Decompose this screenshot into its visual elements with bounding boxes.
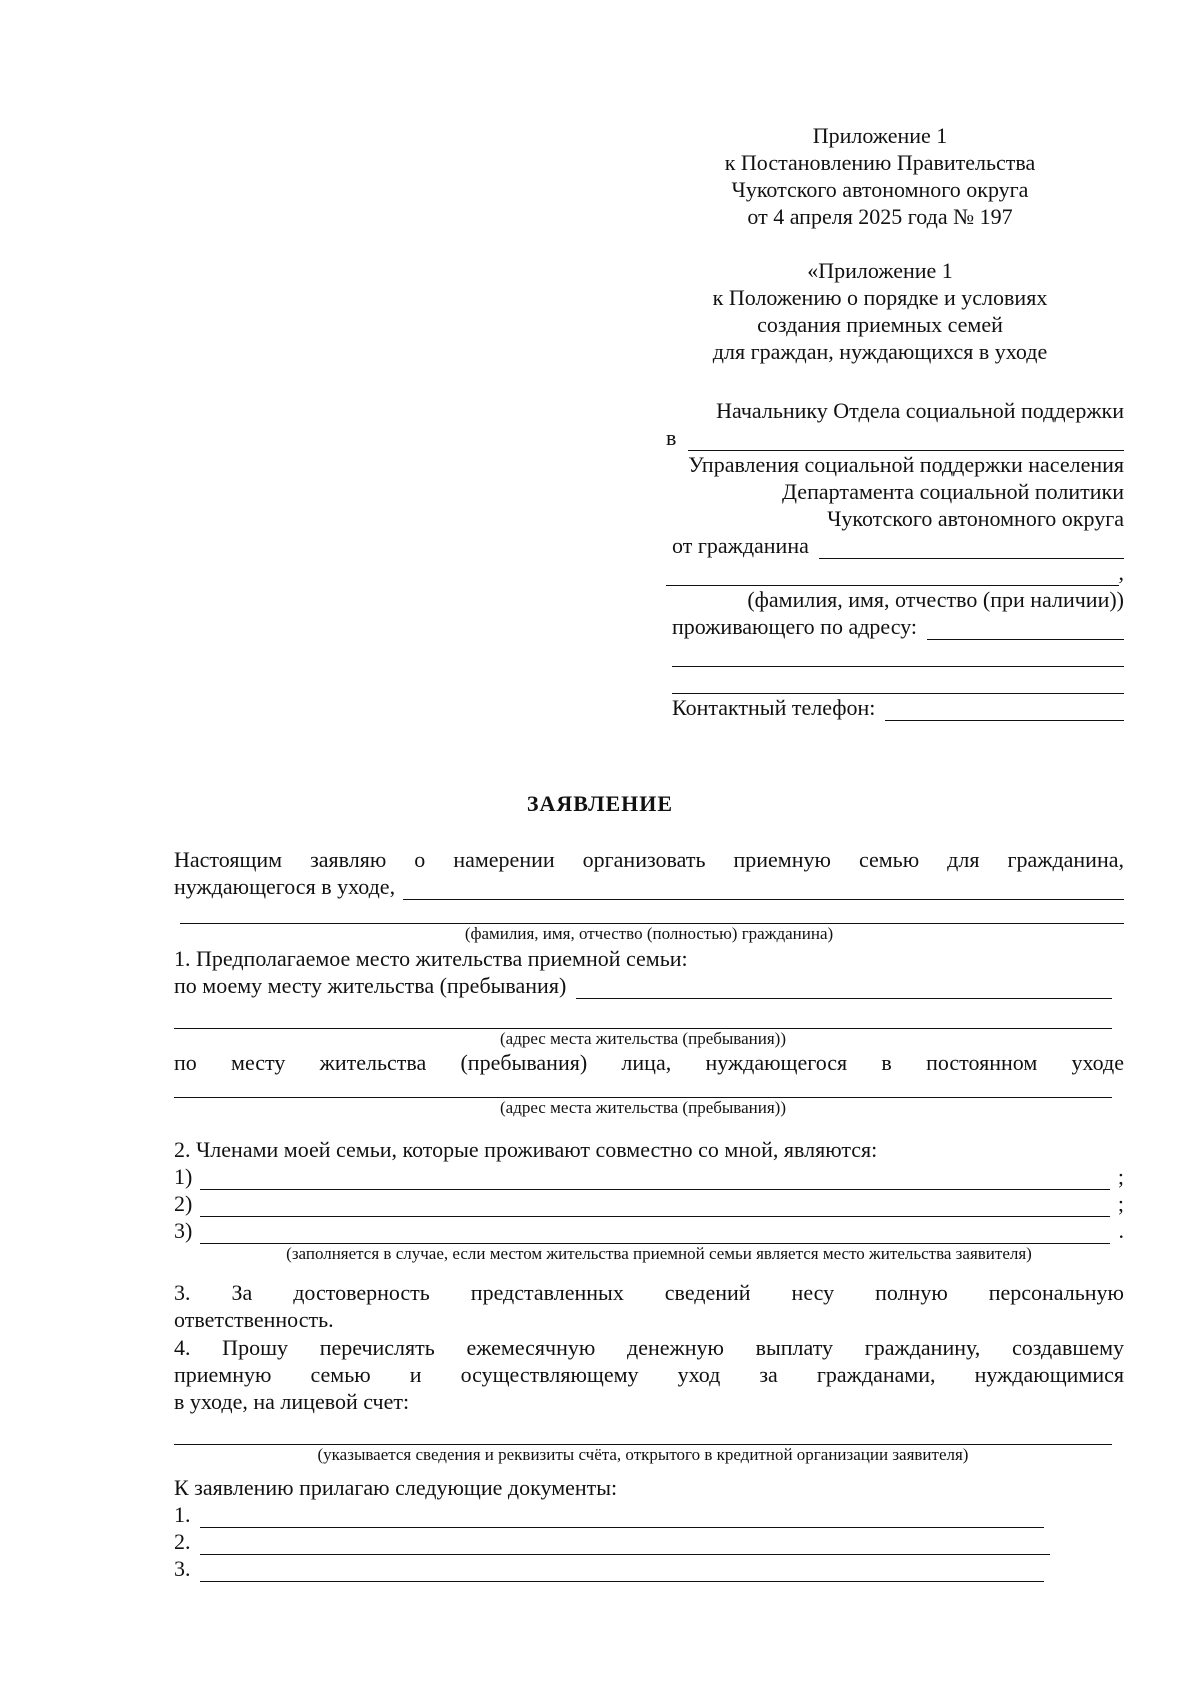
family-member-number: 3)	[174, 1218, 193, 1243]
from-citizen-line	[672, 532, 1124, 559]
applicant-address-field-2[interactable]	[174, 1008, 1112, 1029]
item-3-line-2: ответственность.	[174, 1307, 334, 1332]
family-member-row	[174, 1163, 1124, 1190]
item-2-hint: (заполняется в случае, если местом жительства приемной семьи является место жительства заявителя)	[286, 1244, 1032, 1263]
ward-name-field-2[interactable]	[180, 903, 1124, 924]
addressee-in-line	[666, 424, 1124, 451]
item-1-hint-2: (адрес места жительства (пребывания))	[499, 1098, 786, 1117]
family-member-field[interactable]	[200, 1196, 1110, 1217]
applicant-address-line-2	[174, 999, 1112, 1029]
addressee-block	[636, 397, 1124, 721]
phone-field[interactable]	[885, 700, 1124, 721]
intro-section	[174, 846, 1124, 944]
attachment-number: 3.	[174, 1556, 191, 1581]
appendix-line-3: Чукотского автономного округа	[731, 177, 1029, 202]
attachment-field[interactable]	[200, 1534, 1050, 1555]
address-field-3[interactable]	[672, 673, 1124, 694]
addressee-in-prefix: в	[666, 425, 677, 450]
address-field-2[interactable]	[672, 646, 1124, 667]
item-1-hint-1: (адрес места жительства (пребывания))	[499, 1029, 786, 1048]
family-member-end: .	[1118, 1218, 1124, 1243]
citizen-name-line-2	[666, 559, 1124, 586]
family-member-number: 1)	[174, 1164, 193, 1189]
phone-line	[672, 694, 1124, 721]
ward-name-field[interactable]	[403, 879, 1124, 900]
item-2-section	[174, 1136, 1124, 1264]
item-1-option-1-label: по моему месту жительства (пребывания)	[174, 973, 567, 998]
item-2-heading: 2. Членами моей семьи, которые проживают совместно со мной, являются:	[174, 1137, 878, 1162]
addressee-line-4: Департамента социальной политики	[782, 479, 1124, 504]
family-member-row	[174, 1190, 1124, 1217]
intro-line-1: Настоящим заявляю о намерении организовать приемную семью для гражданина,	[174, 847, 1124, 872]
department-field[interactable]	[688, 430, 1124, 451]
applicant-address-field[interactable]	[576, 978, 1112, 999]
addressee-line-5: Чукотского автономного округа	[827, 506, 1124, 531]
family-member-field[interactable]	[200, 1223, 1110, 1244]
ward-address-line	[174, 1076, 1112, 1098]
family-member-field[interactable]	[200, 1169, 1110, 1190]
ward-address-field[interactable]	[174, 1077, 1112, 1098]
citizen-name-field-2[interactable]	[666, 565, 1119, 586]
attachments-section	[174, 1474, 1124, 1582]
fio-hint: (фамилия, имя, отчество (при наличии))	[747, 587, 1124, 612]
document-title: ЗАЯВЛЕНИЕ	[526, 791, 674, 816]
item-1-option-1	[174, 972, 1112, 999]
ward-name-hint: (фамилия, имя, отчество (полностью) гражданина)	[464, 924, 834, 943]
account-field[interactable]	[174, 1424, 1112, 1445]
item-4-line-3: в уходе, на лицевой счет:	[174, 1389, 410, 1414]
item-1-option-2: по месту жительства (пребывания) лица, нуждающегося в постоянном уходе	[174, 1050, 1124, 1075]
item-3-line-1: 3. За достоверность представленных сведений несу полную персональную	[174, 1280, 1124, 1305]
attachment-row	[174, 1501, 1044, 1528]
item-4-section	[174, 1334, 1124, 1465]
regulation-line-3: создания приемных семей	[757, 312, 1003, 337]
item-4-line-1: 4. Прошу перечислять ежемесячную денежную выплату гражданину, создавшему	[174, 1335, 1124, 1360]
family-member-row	[174, 1217, 1124, 1244]
item-4-hint: (указывается сведения и реквизиты счёта, открытого в кредитной организации заявителя)	[317, 1445, 969, 1464]
attachment-row	[174, 1555, 1044, 1582]
item-1-section	[174, 945, 1124, 1118]
intro-line-2-text: нуждающегося в уходе,	[174, 874, 396, 899]
addressee-line-1: Начальнику Отдела социальной поддержки	[716, 398, 1124, 423]
address-label: проживающего по адресу:	[672, 614, 918, 639]
comma: ,	[1118, 560, 1124, 585]
regulation-line-4: для граждан, нуждающихся в уходе	[712, 339, 1048, 364]
item-3-section	[174, 1279, 1124, 1333]
attachment-field[interactable]	[200, 1561, 1044, 1582]
item-1-heading: 1. Предполагаемое место жительства приемной семьи:	[174, 946, 688, 971]
family-member-end: ;	[1117, 1191, 1124, 1216]
phone-label: Контактный телефон:	[672, 695, 876, 720]
address-line-2	[672, 640, 1124, 667]
family-member-number: 2)	[174, 1191, 193, 1216]
attachment-row	[174, 1528, 1050, 1555]
regulation-line-2: к Положению о порядке и условиях	[712, 285, 1048, 310]
attachment-field[interactable]	[200, 1507, 1044, 1528]
intro-line-2	[174, 873, 1124, 900]
appendix-line-2: к Постановлению Правительства	[724, 150, 1036, 175]
attachment-number: 2.	[174, 1529, 191, 1554]
address-field[interactable]	[927, 619, 1124, 640]
from-citizen-label: от гражданина	[672, 533, 809, 558]
family-member-end: ;	[1117, 1164, 1124, 1189]
attachments-heading: К заявлению прилагаю следующие документы:	[174, 1475, 618, 1500]
appendix-line-1: Приложение 1	[812, 123, 948, 148]
ward-name-line-2	[174, 900, 1124, 924]
appendix-line-4: от 4 апреля 2025 года № 197	[747, 204, 1013, 229]
account-line	[174, 1415, 1112, 1445]
regulation-line-1: «Приложение 1	[807, 258, 953, 283]
item-4-line-2: приемную семью и осуществляющему уход за гражданами, нуждающимися	[174, 1362, 1124, 1387]
appendix-header	[640, 122, 1120, 230]
citizen-name-field[interactable]	[819, 538, 1124, 559]
regulation-appendix-header	[640, 257, 1120, 365]
addressee-line-3: Управления социальной поддержки населения	[688, 452, 1124, 477]
address-line-3	[672, 667, 1124, 694]
address-line	[672, 613, 1124, 640]
attachment-number: 1.	[174, 1502, 191, 1527]
